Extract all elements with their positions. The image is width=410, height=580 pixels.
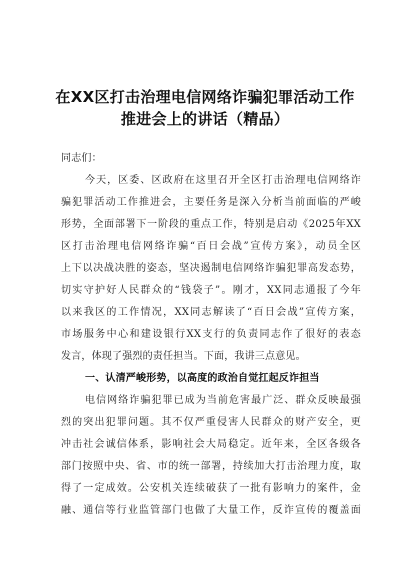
- paragraph-2-line: 电信网络诈骗犯罪已成为当前危害最广泛、群众反映最强: [85, 395, 361, 406]
- paragraph-1-line: 市场服务中心和建设银行XX支行的负责同志作了很好的表态: [61, 329, 361, 340]
- paragraph-1-line: 形势，全面部署下一阶段的重点工作，特别是启动《2025年XX: [61, 219, 361, 230]
- document-title-line-1: 在XX区打击治理电信网络诈骗犯罪活动工作: [55, 88, 355, 106]
- document-title-line-2: 推进会上的讲话（精品）: [120, 110, 290, 128]
- paragraph-2-line: 融、通信等行业监管部门也做了大量工作，反诈宣传的覆盖面: [61, 505, 361, 516]
- paragraph-1-line: 切实守护好人民群众的“钱袋子”。刚才，XX同志通报了今年: [61, 285, 361, 296]
- paragraph-2-line: 冲击社会诚信体系，影响社会大局稳定。近年来，全区各级各: [61, 439, 361, 450]
- section-heading-1: 一、认清严峻形势，以高度的政治自觉扛起反诈担当: [85, 373, 320, 384]
- salutation: 同志们：: [61, 153, 102, 164]
- paragraph-2-line: 得了一定成效。公安机关连续破获了一批有影响力的案件，金: [61, 483, 361, 494]
- paragraph-1-line: 发言，体现了强烈的责任担当。下面，我讲三点意见。: [61, 351, 306, 362]
- paragraph-1-line: 以来我区的工作情况，XX同志解读了“百日会战”宣传方案，: [61, 307, 361, 318]
- document-body: [61, 144, 361, 564]
- paragraph-1-line: 上下以决战决胜的姿态，坚决遏制电信网络诈骗犯罪高发态势，: [61, 263, 361, 274]
- paragraph-2-line: 部门按照中央、省、市的统一部署，持续加大打击治理力度，取: [61, 461, 361, 472]
- paragraph-1-line: 骗犯罪活动工作推进会，主要任务是深入分析当前面临的严峻: [61, 197, 361, 208]
- paragraph-2-line: 烈的突出犯罪问题。其不仅严重侵害人民群众的财产安全，更: [61, 417, 361, 428]
- paragraph-1-line: 区打击治理电信网络诈骗“百日会战”宣传方案》，动员全区: [61, 241, 361, 252]
- paragraph-1-line: 今天，区委、区政府在这里召开全区打击治理电信网络诈: [85, 175, 361, 186]
